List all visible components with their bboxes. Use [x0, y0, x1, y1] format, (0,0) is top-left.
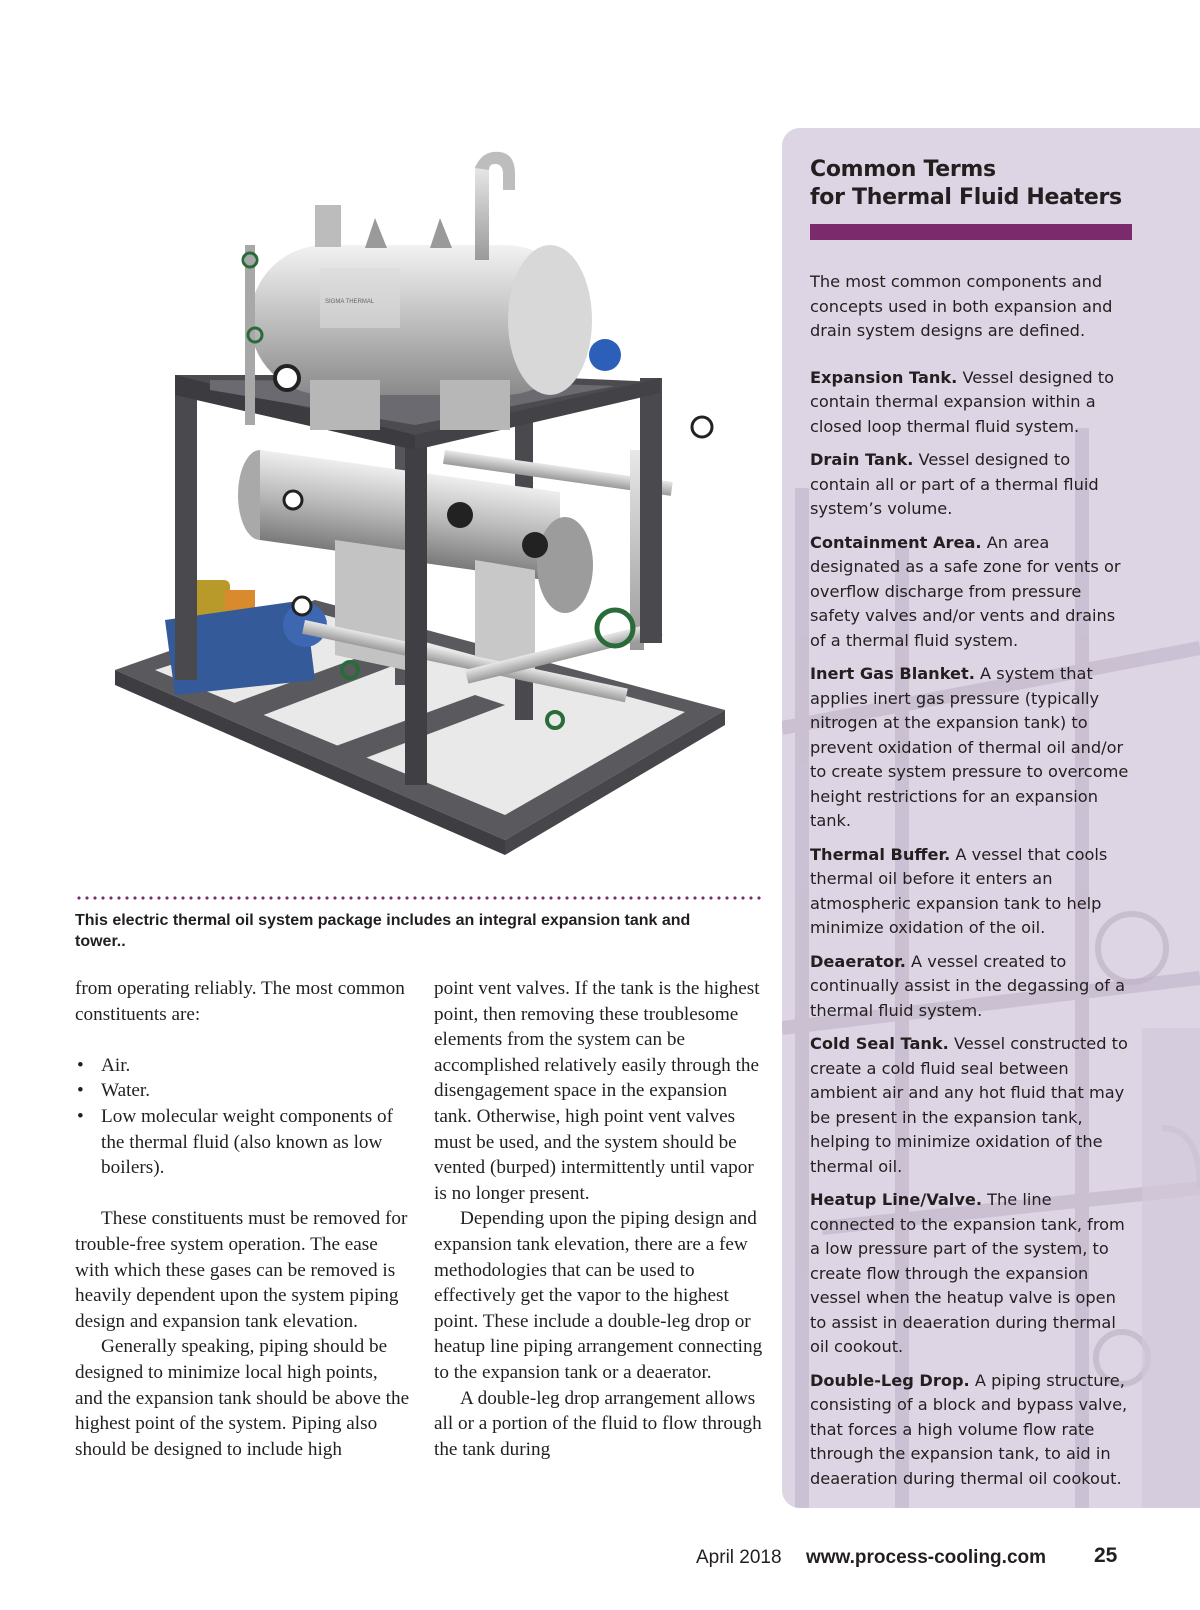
glossary-entry: Thermal Buffer. A vessel that cools thermal oil before it enters an atmospheric expansion tank to help minimize oxidation of the oil. — [810, 844, 1108, 937]
caption-rule — [75, 895, 765, 901]
sidebar-content — [810, 156, 1135, 1491]
glossary-sidebar — [782, 128, 1200, 1508]
list-item: • Air. — [75, 1053, 410, 1079]
list-item: • Low molecular weight components of the thermal fluid (also known as low boilers). — [75, 1104, 410, 1181]
glossary-entry: Inert Gas Blanket. A system that applies inert gas pressure (typically nitrogen at the expansion tank) to prevent oxidation of thermal oil and/or to create system pressure to overcome height restrictions for an expansion tank. — [810, 664, 1129, 830]
figure-caption: This electric thermal oil system package includes an integral expansion tank and tower.. — [75, 912, 691, 950]
glossary-entry: Drain Tank. Vessel designed to contain all or part of a thermal fluid system’s volume. — [810, 450, 1099, 518]
glossary-entry: Deaerator. A vessel created to continually assist in the degassing of a thermal fluid system. — [810, 951, 1126, 1020]
paragraph: Depending upon the piping design and expansion tank elevation, there are a few methodologies that can be used to effectively get the vapor to the highest point. These include a double-leg drop or heatup line piping arrangement connecting to the expansion tank or a deaerator. — [434, 1208, 763, 1383]
constituent-list — [75, 1053, 410, 1181]
sidebar-title-bar — [810, 224, 1132, 240]
sidebar-title: Common Terms for Thermal Fluid Heaters — [810, 157, 1122, 210]
paragraph: point vent valves. If the tank is the highest point, then removing these troublesome elements from the system can be accomplished relatively easily through the disengagement space in the expansion tank. Otherwise, high point vent valves must be used, and the system should be vented (burped) intermittently until vapor is no longer present. — [434, 978, 760, 1204]
paragraph: from operating reliably. The most common constituents are: — [75, 978, 405, 1025]
tank-brand-label: SIGMA THERMAL — [325, 299, 375, 305]
glossary-entry: Cold Seal Tank. Vessel constructed to create a cold fluid seal between ambient air and any hot fluid that may be present in the expansion tank, helping to minimize oxidation of the thermal oil. — [810, 1034, 1128, 1176]
glossary-entry: Expansion Tank. Vessel designed to contain thermal expansion within a closed loop thermal fluid system. — [810, 367, 1115, 436]
equipment-photo — [75, 150, 765, 880]
paragraph: Generally speaking, piping should be designed to minimize local high points, and the expansion tank should be above the highest point of the system. Piping also should be designed to include high — [75, 1336, 410, 1460]
glossary-entry: Double-Leg Drop. A piping structure, consisting of a block and bypass valve, that forces a high volume flow rate through the expansion tank, to aid in deaeration during thermal oil cookout. — [810, 1370, 1128, 1488]
glossary-entry: Containment Area. An area designated as a safe zone for vents or overflow discharge from pressure safety valves and/or vents and drains of a thermal fluid system. — [810, 532, 1121, 650]
glossary-terms — [810, 366, 1135, 1492]
sidebar-intro: The most common components and concepts used in both expansion and drain system designs are defined. — [810, 272, 1113, 340]
glossary-entry: Heatup Line/Valve. The line connected to the expansion tank, from a low pressure part of the system, to create flow through the expansion vessel when the heatup valve is open to assist in deaeration during thermal oil cookout. — [810, 1190, 1125, 1356]
body-column-left — [75, 976, 410, 1462]
page-number: 25 — [1094, 1544, 1118, 1567]
body-column-right — [434, 976, 769, 1462]
issue-date: April 2018 — [696, 1547, 782, 1568]
paragraph: These constituents must be removed for trouble-free system operation. The ease with which these gases can be removed is heavily dependent upon the system piping design and expansion tank elevation. — [75, 1208, 408, 1332]
list-item: • Water. — [75, 1078, 410, 1104]
website-url: www.process-cooling.com — [806, 1547, 1047, 1568]
paragraph: A double-leg drop arrangement allows all or a portion of the fluid to flow through the tank during — [434, 1387, 762, 1460]
